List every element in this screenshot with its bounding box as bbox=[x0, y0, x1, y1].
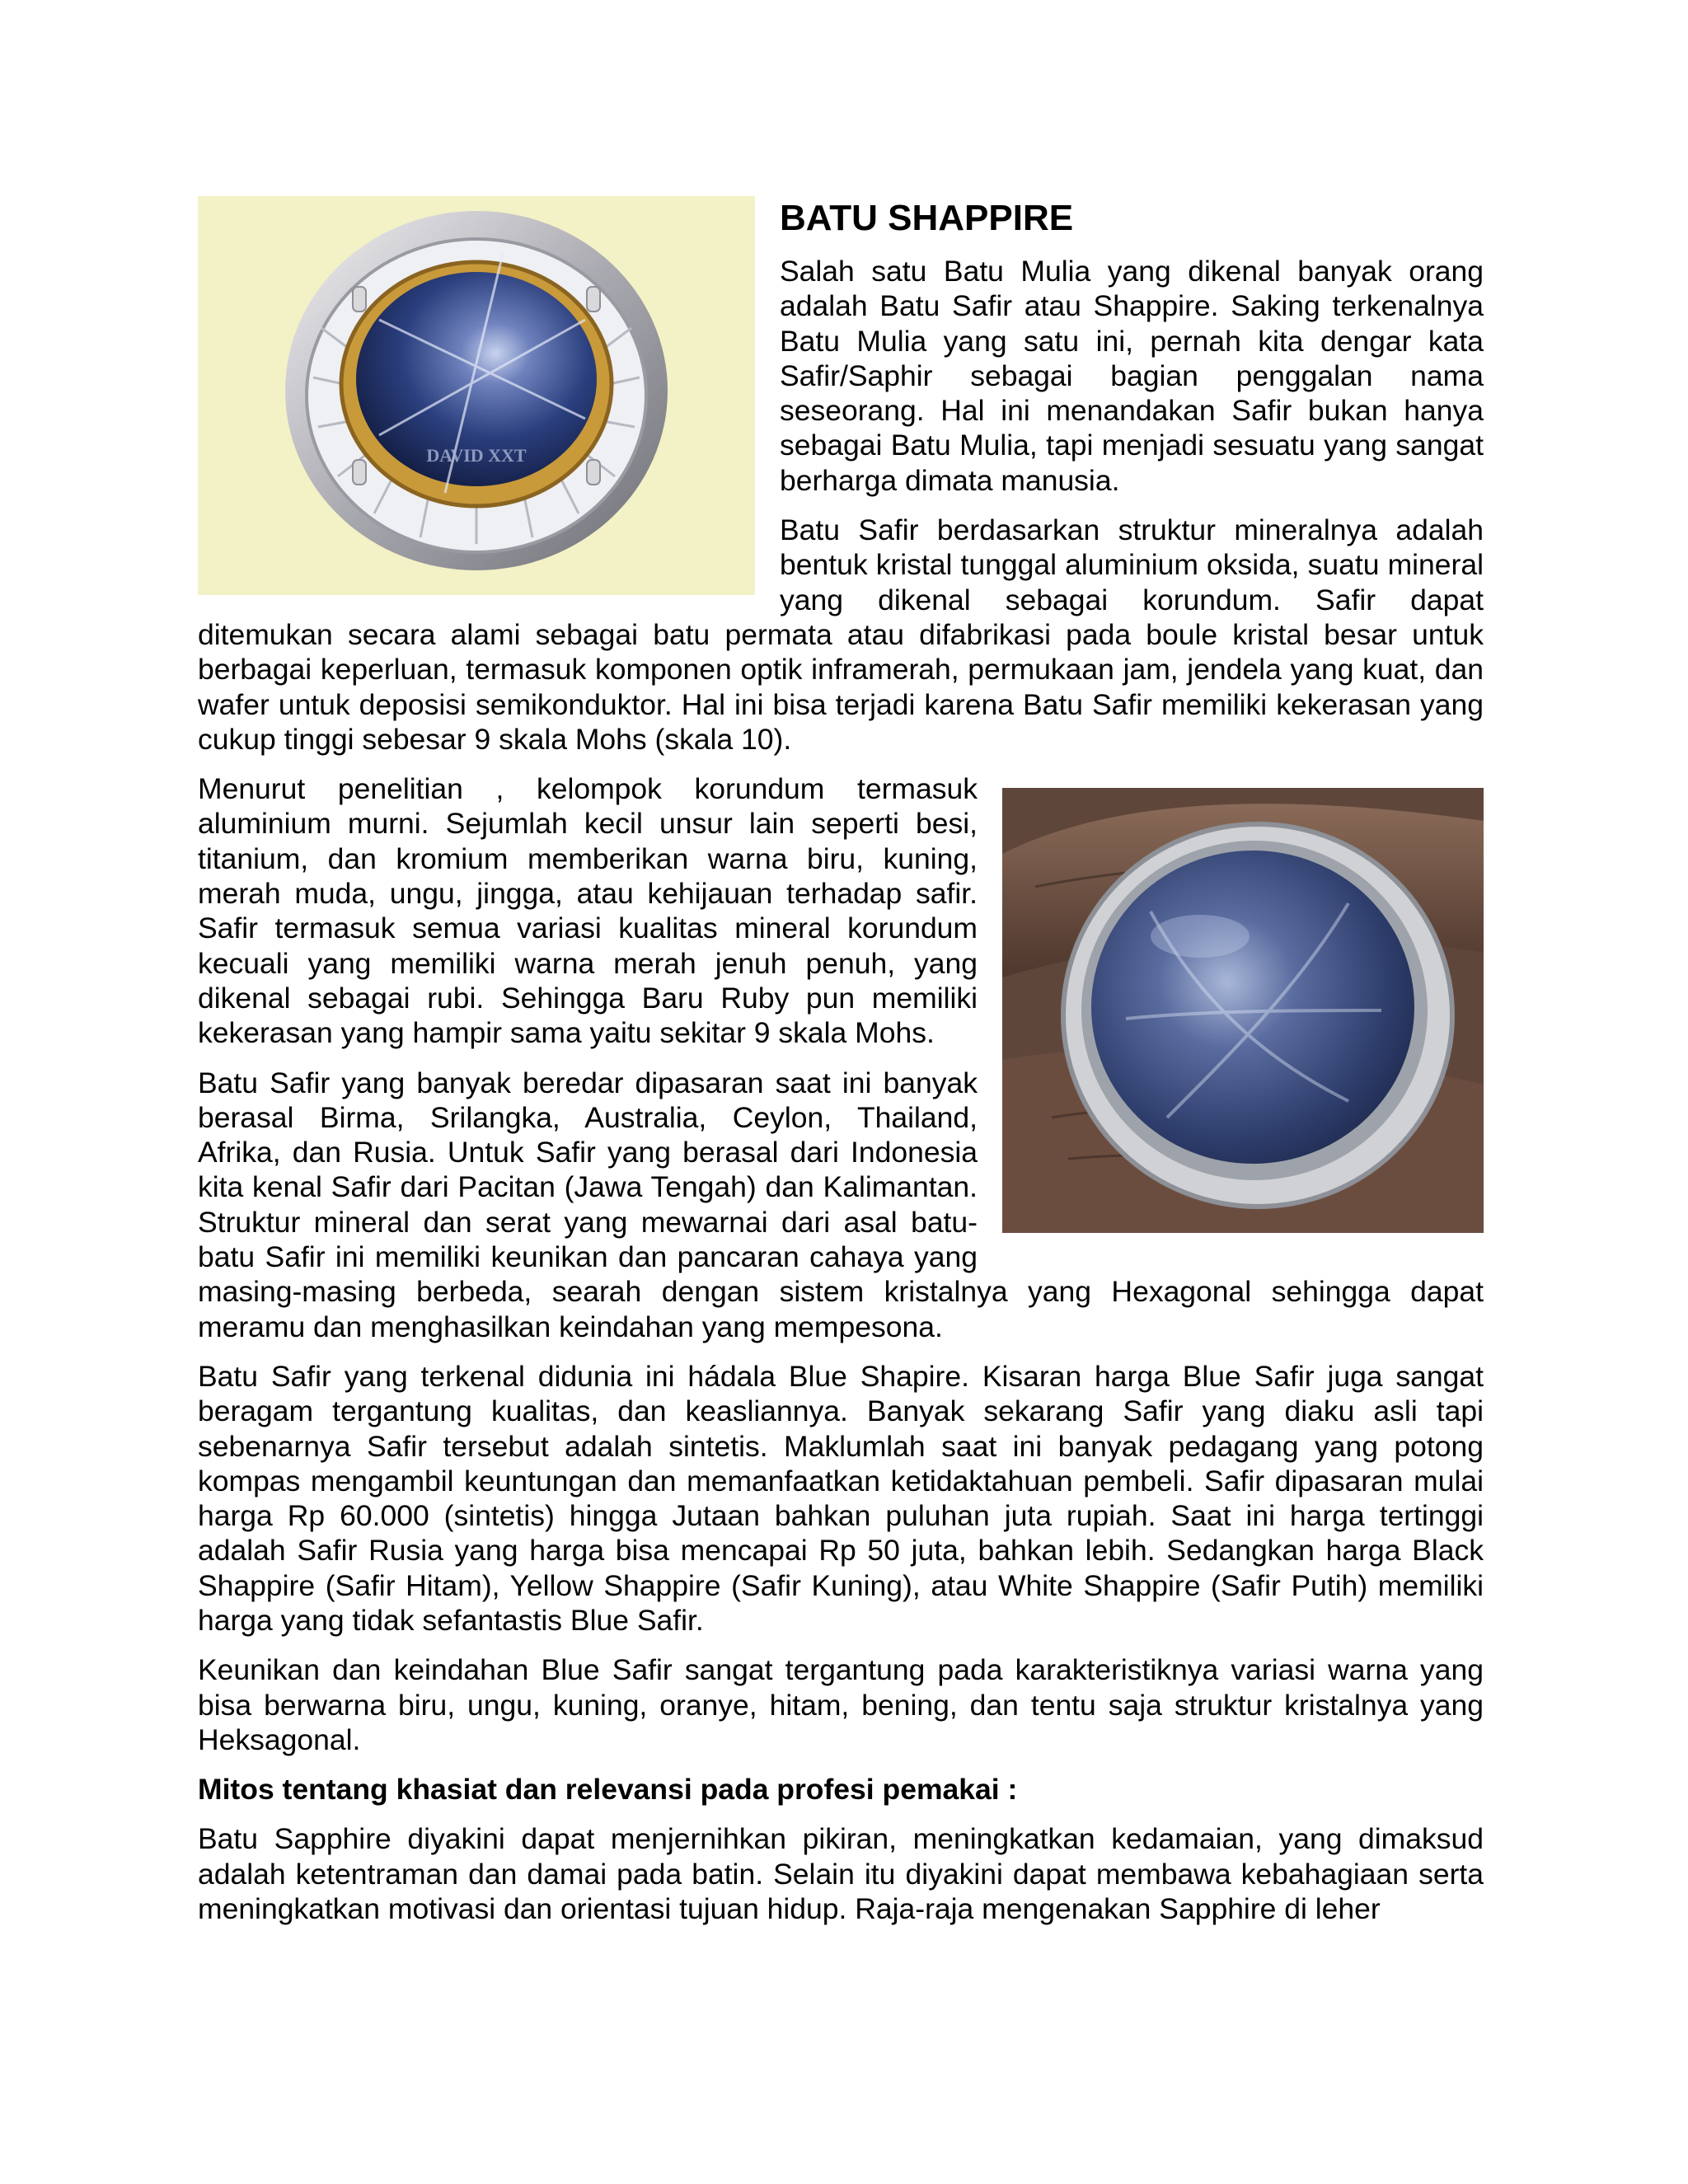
gem-highlight bbox=[1151, 915, 1250, 958]
paragraph-6: Keunikan dan keindahan Blue Safir sangat tergantung pada karakteristiknya variasi warna yang bisa berwarna biru, ungu, kuning, oranye, hitam, bening, dan tentu saja struktur kristalnya yang Heksagonal. bbox=[198, 1653, 1484, 1756]
paragraph-3: Menurut penelitian , kelompok korundum termasuk aluminium murni. Sejumlah kecil unsur lain seperti besi, titanium, dan kromium memberikan warna biru, kuning, merah muda, ungu, jingga, atau kehijauan terhadap safir. Safir termasuk semua variasi kualitas mineral korundum kecuali yang memiliki warna merah jenuh penuh, yang dikenal sebagai rubi. Sehingga Baru Ruby pun memiliki kekerasan yang hampir sama yaitu sekitar 9 skala Mohs. bbox=[198, 772, 978, 1050]
page-title: BATU SHAPPIRE bbox=[780, 198, 1074, 238]
paragraph-2: Batu Safir berdasarkan struktur mineralnya adalah bentuk kristal tunggal aluminium oksida, suatu mineral yang dikenal sebagai korundum. Safir dapat ditemukan secara alami sebagai batu permata atau difabrikasi pada boule kristal besar untuk berbagai keperluan, termasuk komponen optik inframerah, permukaan jam, jendela yang kuat, dan wafer untuk deposisi semikonduktor. Hal ini bisa terjadi karena Batu Safir memiliki kekerasan yang cukup tinggi sebesar 9 skala Mohs (skala 10). bbox=[198, 513, 1484, 756]
paragraph-4: Batu Safir yang banyak beredar dipasaran saat ini banyak berasal Birma, Srilangka, Australia, Ceylon, Thailand, Afrika, dan Rusia. Untuk Safir yang berasal dari Indonesia kita kenal Safir dari Pacitan (Jawa Tengah) dan Kalimantan. Struktur mineral dan serat yang mewarnai dari asal batu-batu Safir ini memiliki keunikan dan pancaran cahaya yang masing-masing berbeda, searah dengan sistem kristalnya yang Hexagonal sehingga dapat meramu dan menghasilkan keindahan yang mempesona. bbox=[198, 1066, 1484, 1343]
ring-illustration-1 bbox=[198, 196, 755, 595]
section-subheading: Mitos tentang khasiat dan relevansi pada profesi pemakai : bbox=[198, 1773, 1018, 1807]
ring-engraving: DAVID XXT bbox=[426, 445, 527, 466]
paragraph-5: Batu Safir yang terkenal didunia ini hádala Blue Shapire. Kisaran harga Blue Safir juga sangat beragam tergantung kualitas, dan keasliannya. Banyak sekarang Safir yang diaku asli tapi sebenarnya Safir tersebut adalah sintetis. Maklumlah saat ini banyak pedagang yang potong kompas mengambil keuntungan dan memanfaatkan ketidaktahuan pembeli. Safir dipasaran mulai harga Rp 60.000 (sintetis) hingga Jutaan bahkan puluhan juta rupiah. Saat ini harga tertinggi adalah Safir Rusia yang harga bisa mencapai Rp 50 juta, bahkan lebih. Sedangkan harga Black Shappire (Safir Hitam), Yellow Shappire (Safir Kuning), atau White Shappire (Safir Putih) memiliki harga yang tidak sefantastis Blue Safir. bbox=[198, 1359, 1484, 1637]
figure-sapphire-ring-gold-silver bbox=[198, 196, 755, 595]
paragraph-1: Salah satu Batu Mulia yang dikenal banyak orang adalah Batu Safir atau Shappire. Saking terkenalnya Batu Mulia yang satu ini, pernah kita dengar kata Safir/Saphir sebagai bagian penggalan nama seseorang. Hal ini menandakan Safir bukan hanya sebagai Batu Mulia, tapi menjadi sesuatu yang sangat berharga dimata manusia. bbox=[780, 255, 1484, 497]
figure-sapphire-ring-on-finger bbox=[1002, 788, 1484, 1233]
ring-illustration-2 bbox=[1002, 788, 1484, 1233]
article-body bbox=[198, 196, 1484, 1941]
star-sapphire-stone bbox=[1091, 851, 1414, 1164]
paragraph-last: Batu Sapphire diyakini dapat menjernihkan pikiran, meningkatkan kedamaian, yang dimaksud adalah ketentraman dan damai pada batin. Selain itu diyakini dapat membawa kebahagiaan serta meningkatkan motivasi dan orientasi tujuan hidup. Raja-raja mengenakan Sapphire di leher bbox=[198, 1822, 1484, 1926]
